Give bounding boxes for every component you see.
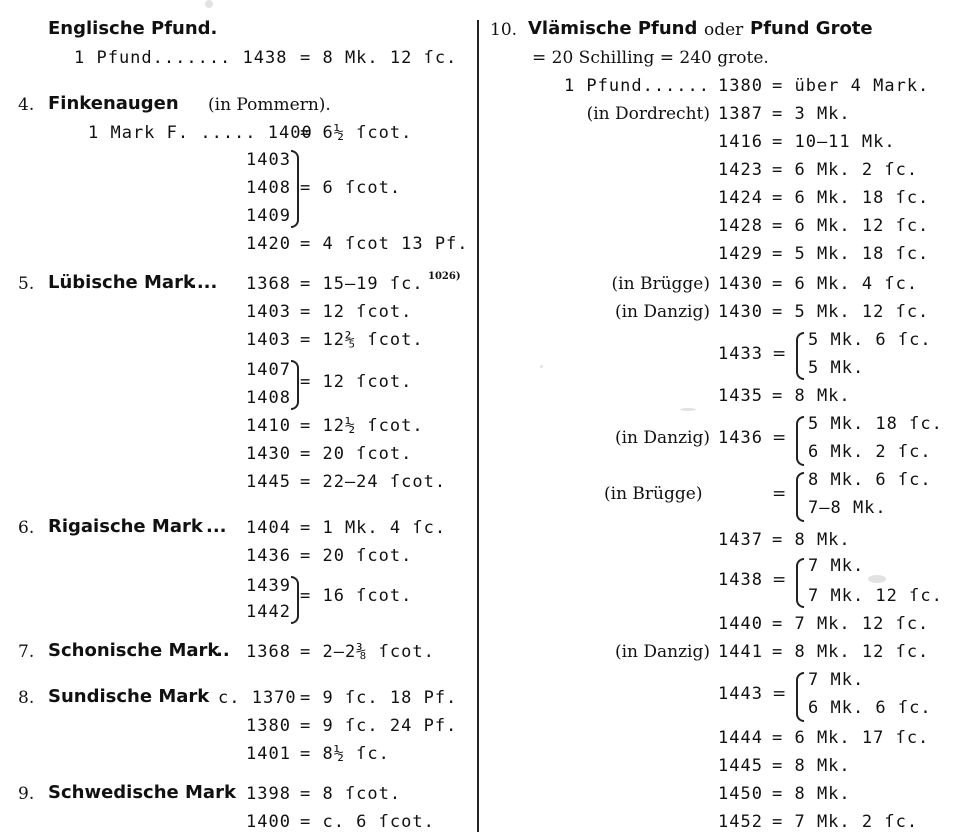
footnote-marker: 1026): [428, 271, 461, 282]
left-brace: [796, 332, 804, 380]
vlaemische-row-value: = 6 Mk. 2 ſc.: [772, 160, 919, 180]
vlaemische-row-year: 1440: [718, 614, 763, 634]
vlaemische-group-year: 1438: [718, 570, 763, 590]
luebische-row-3-year: 1403: [246, 330, 291, 350]
luebische-row-8-value: = 22—24 ſcot.: [300, 472, 447, 492]
section-number-4: 4.: [18, 95, 35, 115]
scan-speck: [680, 408, 696, 411]
section-title-rigaische-mark: Rigaische Mark: [48, 516, 203, 537]
luebische-row-7-year: 1430: [246, 444, 291, 464]
section-number-6: 6.: [18, 518, 35, 538]
schonische-row-1-year: 1368: [246, 642, 291, 662]
right-brace: [291, 150, 299, 228]
luebische-row-6-year: 1410: [246, 416, 291, 436]
luebische-row-6-value: = 12½ ſcot.: [300, 416, 424, 436]
luebische-group-value: = 12 ſcot.: [300, 372, 413, 392]
vlaemische-group-value-1: 7 Mk.: [808, 670, 865, 690]
vlaemische-row-year: 1445: [718, 756, 763, 776]
sundische-row-3-value: = 8½ ſc.: [300, 744, 390, 764]
vlaemische-row-value: = 6 Mk. 12 ſc.: [772, 216, 930, 236]
left-brace: [796, 472, 804, 522]
finkenaugen-note: (in Pommern).: [208, 95, 331, 115]
finkenaugen-row-5-value: = 4 ſcot 13 Pf.: [300, 234, 469, 254]
vlaemische-group-value-1: 7 Mk.: [808, 556, 865, 576]
section-title-pfund-grote: Pfund Grote: [750, 18, 873, 39]
luebische-group-year-2: 1408: [246, 388, 291, 408]
rigaische-group-value: = 16 ſcot.: [300, 586, 413, 606]
vlaemische-row-value: = 6 Mk. 17 ſc.: [772, 728, 930, 748]
sundische-row-1-value: = 9 ſc. 18 Pf.: [300, 688, 458, 708]
vlaemische-group-value-2: 6 Mk. 2 ſc.: [808, 442, 932, 462]
vlaemische-row-value: = 5 Mk. 12 ſc.: [772, 302, 930, 322]
section-title-sundische-mark: Sundische Mark: [48, 686, 210, 707]
sundische-row-1-year: c. 1370: [218, 688, 297, 708]
scan-speck: [205, 0, 213, 8]
sundische-row-2-year: 1380: [246, 716, 291, 736]
vlaemische-row-year: 1423: [718, 160, 763, 180]
finkenaugen-group-year-3: 1409: [246, 206, 291, 226]
luebische-row-1-year: 1368: [246, 274, 291, 294]
vlaemische-row-year: 1435: [718, 386, 763, 406]
finkenaugen-row-1-value: = 6½ ſcot.: [300, 123, 413, 143]
vlaemische-row-year: 1387: [718, 104, 763, 124]
equals-sign: =: [772, 484, 787, 504]
englische-row-value: = 8 Mk. 12 ſc.: [300, 48, 458, 68]
luebische-row-2-year: 1403: [246, 302, 291, 322]
section-number-9: 9.: [18, 784, 35, 804]
vlaemische-row-label: 1 Pfund......: [563, 76, 710, 96]
luebische-row-1-value: = 15—19 ſc.: [300, 274, 424, 294]
column-divider: [477, 20, 479, 832]
sundische-row-3-year: 1401: [246, 744, 291, 764]
sundische-row-2-value: = 9 ſc. 24 Pf.: [300, 716, 458, 736]
vlaemische-row-value: = über 4 Mark.: [772, 76, 930, 96]
finkenaugen-row-5-year: 1420: [246, 234, 291, 254]
left-brace: [796, 416, 804, 466]
section-number-7: 7.: [18, 642, 35, 662]
vlaemische-row-value: = 8 Mk.: [772, 386, 851, 406]
rigaische-row-1-year: 1404: [246, 518, 291, 538]
equals-sign: =: [772, 344, 787, 364]
vlaemische-row-value: = 8 Mk.: [772, 784, 851, 804]
schonische-dots: ..: [216, 640, 230, 661]
vlaemische-row-value: = 3 Mk.: [772, 104, 851, 124]
finkenaugen-row-1-label: 1 Mark F. ..... 1400: [88, 123, 313, 143]
finkenaugen-group-value: = 6 ſcot.: [300, 178, 402, 198]
vlaemische-row-year: 1424: [718, 188, 763, 208]
section-number-5: 5.: [18, 274, 35, 294]
vlaemische-group-value-2: 7—8 Mk.: [808, 498, 887, 518]
vlaemische-row-year: 1450: [718, 784, 763, 804]
rigaische-row-2-year: 1436: [246, 546, 291, 566]
left-brace: [796, 672, 804, 722]
equals-sign: =: [772, 428, 787, 448]
vlaemische-row-value: = 6 Mk. 18 ſc.: [772, 188, 930, 208]
schwedische-row-2-year: 1400: [246, 812, 291, 832]
luebische-row-7-value: = 20 ſcot.: [300, 444, 413, 464]
vlaemische-group-year: 1443: [718, 684, 763, 704]
schwedische-row-1-year: 1398: [246, 784, 291, 804]
section-title-schonische-mark: Schonische Mark: [48, 640, 220, 661]
section-title-schwedische-mark: Schwedische Mark: [48, 782, 236, 803]
luebische-row-2-value: = 12 ſcot.: [300, 302, 413, 322]
vlaemische-row-value: = 8 Mk. 12 ſc.: [772, 642, 930, 662]
vlaemische-row-year: 1380: [718, 76, 763, 96]
luebische-row-3-value: = 12⅖ ſcot.: [300, 330, 424, 350]
section-title-connector: oder: [704, 20, 744, 40]
vlaemische-subtitle: = 20 Schilling = 240 grote.: [532, 48, 769, 68]
rigaische-dots: ...: [206, 516, 227, 537]
scan-speck: [868, 575, 886, 583]
vlaemische-group-value-2: 7 Mk. 12 ſc.: [808, 586, 943, 606]
vlaemische-row-year: 1430: [718, 302, 763, 322]
schwedische-row-2-value: = c. 6 ſcot.: [300, 812, 435, 832]
luebische-dots: ....: [190, 272, 218, 293]
section-number-8: 8.: [18, 688, 35, 708]
left-brace: [796, 558, 804, 608]
vlaemische-row-year: 1430: [718, 274, 763, 294]
vlaemische-row-year: 1444: [718, 728, 763, 748]
vlaemische-row-value: = 6 Mk. 4 ſc.: [772, 274, 919, 294]
finkenaugen-group-year-2: 1408: [246, 178, 291, 198]
englische-row-label: 1 Pfund....... 1438: [74, 48, 288, 68]
rigaische-row-1-value: = 1 Mk. 4 ſc.: [300, 518, 447, 538]
section-number-10: 10.: [490, 20, 518, 40]
vlaemische-row-value: = 10—11 Mk.: [772, 132, 896, 152]
vlaemische-group-value-1: 8 Mk. 6 ſc.: [808, 470, 932, 490]
vlaemische-group-value-1: 5 Mk. 18 ſc.: [808, 414, 943, 434]
vlaemische-row-value: = 8 Mk.: [772, 530, 851, 550]
vlaemische-row-year: 1416: [718, 132, 763, 152]
vlaemische-group-year: 1436: [718, 428, 763, 448]
vlaemische-row-label: (in Danzig): [614, 642, 710, 662]
section-title-luebische-mark: Lübische Mark: [48, 272, 195, 293]
luebische-row-8-year: 1445: [246, 472, 291, 492]
vlaemische-row-value: = 7 Mk. 2 ſc.: [772, 812, 919, 832]
vlaemische-row-year: 1428: [718, 216, 763, 236]
vlaemische-row-year: 1437: [718, 530, 763, 550]
vlaemische-row-value: = 5 Mk. 18 ſc.: [772, 244, 930, 264]
scan-speck: [540, 365, 543, 368]
vlaemische-group-value-1: 5 Mk. 6 ſc.: [808, 330, 932, 350]
vlaemische-group-value-2: 5 Mk.: [808, 358, 865, 378]
vlaemische-row-year: 1452: [718, 812, 763, 832]
section-title-englische-pfund: Englische Pfund.: [48, 18, 218, 39]
schonische-row-1-value: = 2—2⅜ ſcot.: [300, 642, 435, 662]
vlaemische-row-label: (in Danzig): [614, 428, 710, 448]
equals-sign: =: [772, 570, 787, 590]
right-brace: [291, 576, 299, 624]
rigaische-row-2-value: = 20 ſcot.: [300, 546, 413, 566]
vlaemische-group-year: 1433: [718, 344, 763, 364]
vlaemische-row-value: = 8 Mk.: [772, 756, 851, 776]
rigaische-group-year-1: 1439: [246, 576, 291, 596]
luebische-group-year-1: 1407: [246, 360, 291, 380]
right-brace: [291, 360, 299, 410]
rigaische-group-year-2: 1442: [246, 602, 291, 622]
vlaemische-row-label: (in Danzig): [614, 302, 710, 322]
schwedische-row-1-value: = 8 ſcot.: [300, 784, 402, 804]
finkenaugen-group-year-1: 1403: [246, 150, 291, 170]
vlaemische-row-value: = 7 Mk. 12 ſc.: [772, 614, 930, 634]
equals-sign: =: [772, 684, 787, 704]
vlaemische-row-year: 1429: [718, 244, 763, 264]
vlaemische-row-label: (in Brügge): [604, 484, 703, 504]
vlaemische-row-label: (in Brügge): [611, 274, 710, 294]
vlaemische-group-value-2: 6 Mk. 6 ſc.: [808, 698, 932, 718]
section-title-vlaemische-pfund: Vlämische Pfund: [528, 18, 698, 39]
vlaemische-row-label: (in Dordrecht): [586, 104, 710, 124]
section-title-finkenaugen: Finkenaugen: [48, 93, 179, 114]
vlaemische-row-year: 1441: [718, 642, 763, 662]
